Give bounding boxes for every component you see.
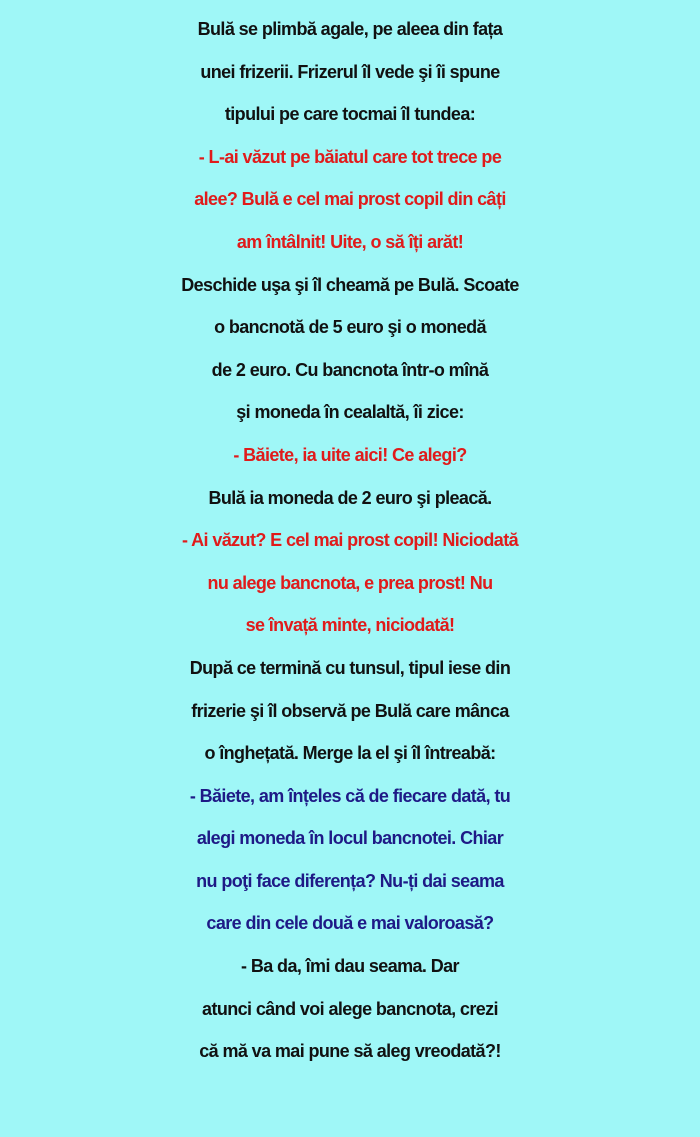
joke-line: - Băiete, am înțeles că de fiecare dată, tu bbox=[189, 785, 511, 806]
joke-line: şi moneda în cealaltă, îi zice: bbox=[236, 402, 464, 423]
joke-line: - L-ai văzut pe băiatul care tot trece pe bbox=[198, 146, 502, 167]
joke-line: am întâlnit! Uite, o să îți arăt! bbox=[236, 231, 464, 252]
joke-line: - Băiete, ia uite aici! Ce alegi? bbox=[233, 444, 467, 465]
joke-line: nu poţi face diferența? Nu-ți dai seama bbox=[196, 870, 504, 891]
joke-line: Bulă ia moneda de 2 euro şi pleacă. bbox=[208, 487, 492, 508]
joke-line: alegi moneda în locul bancnotei. Chiar bbox=[196, 828, 504, 849]
joke-line: - Ai văzut? E cel mai prost copil! Niciodată bbox=[182, 530, 518, 551]
joke-line: o înghețată. Merge la el şi îl întreabă: bbox=[204, 743, 496, 764]
joke-line: de 2 euro. Cu bancnota într-o mînă bbox=[211, 359, 489, 380]
joke-line: - Ba da, îmi dau seama. Dar bbox=[241, 956, 459, 977]
joke-line: atunci când voi alege bancnota, crezi bbox=[202, 998, 498, 1019]
joke-line: tipului pe care tocmai îl tundea: bbox=[224, 104, 476, 125]
joke-line: că mă va mai pune să aleg vreodată?! bbox=[199, 1041, 501, 1062]
joke-line: frizerie şi îl observă pe Bulă care mânca bbox=[191, 700, 509, 721]
joke-line: se învață minte, niciodată! bbox=[245, 615, 455, 636]
joke-line: Deschide uşa şi îl cheamă pe Bulă. Scoate bbox=[181, 274, 519, 295]
joke-line: nu alege bancnota, e prea prost! Nu bbox=[207, 572, 493, 593]
joke-line: unei frizerii. Frizerul îl vede şi îi spune bbox=[200, 61, 500, 82]
joke-line: care din cele două e mai valoroasă? bbox=[206, 913, 494, 934]
joke-line: o bancnotă de 5 euro şi o monedă bbox=[214, 317, 486, 338]
joke-line: Bulă se plimbă agale, pe aleea din fața bbox=[197, 19, 503, 39]
joke-line: alee? Bulă e cel mai prost copil din câți bbox=[194, 189, 506, 210]
joke-line: După ce termină cu tunsul, tipul iese din bbox=[189, 657, 511, 678]
